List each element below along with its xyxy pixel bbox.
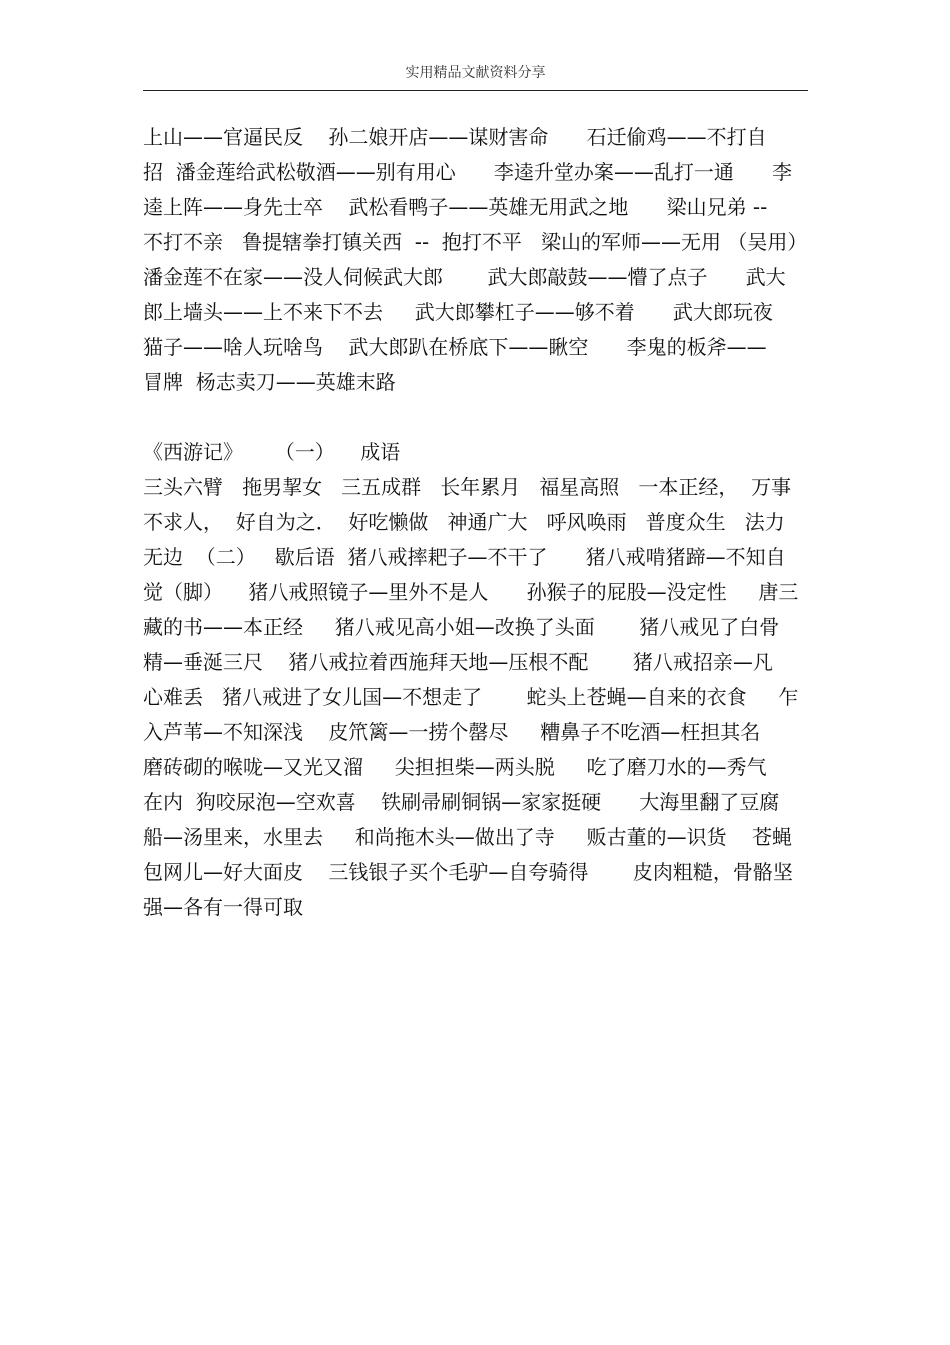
- text-line: 猫子——啥人玩啥鸟 武大郎趴在桥底下——瞅空 李鬼的板斧——: [143, 335, 767, 359]
- section-heading: 《西游记》 （一） 成语: [143, 440, 401, 464]
- section-xiyouji: [143, 435, 818, 925]
- text-line: 觉（脚） 猪八戒照镜子—里外不是人 孙猴子的屁股—没定性 唐三: [143, 580, 799, 604]
- text-line: 招 潘金莲给武松敬酒——别有用心 李逵升堂办案——乱打一通 李: [143, 160, 793, 184]
- text-line: 无边 （二） 歇后语 猪八戒摔耙子—不干了 猪八戒啃猪蹄—不知自: [143, 545, 786, 569]
- section-spacer: [143, 400, 818, 435]
- text-line: 心难丢 猪八戒进了女儿国—不想走了 蛇头上苍蝇—自来的衣食 乍: [143, 685, 799, 709]
- text-line: 冒牌 杨志卖刀——英雄末路: [143, 370, 396, 394]
- text-line: 上山——官逼民反 孙二娘开店——谋财害命 石迁偷鸡——不打自: [143, 125, 767, 149]
- text-line: 船—汤里来，水里去 和尚拖木头—做出了寺 贩古董的—识货 苍蝇: [143, 825, 793, 849]
- document-body: [143, 120, 818, 925]
- text-line: 潘金莲不在家——没人伺候武大郎 武大郎敲鼓——懵了点子 武大: [143, 265, 786, 289]
- section-shuihu: [143, 120, 818, 400]
- page-header: 实用精品文献资料分享: [405, 65, 546, 81]
- text-line: 磨砖砌的喉咙—又光又溜 尖担担柴—两头脱 吃了磨刀水的—秀气: [143, 755, 767, 779]
- text-line: 藏的书——本正经 猪八戒见高小姐—改换了头面 猪八戒见了白骨: [143, 615, 780, 639]
- text-line: 强—各有一得可取: [143, 895, 303, 919]
- text-line: 入芦苇—不知深浅 皮笊篱—一捞个罄尽 糟鼻子不吃酒—枉担其名: [143, 720, 761, 744]
- text-line: 逵上阵——身先士卒 武松看鸭子——英雄无用武之地 梁山兄弟 --: [143, 195, 768, 219]
- text-line: 在内 狗咬尿泡—空欢喜 铁刷帚刷铜锅—家家挺硬 大海里翻了豆腐: [143, 790, 780, 814]
- text-line: 不打不亲 鲁提辖拳打镇关西 -- 抱打不平 梁山的军师——无用 （吴用）: [143, 230, 808, 254]
- text-line: 不求人， 好自为之． 好吃懒做 神通广大 呼风唤雨 普度众生 法力: [143, 510, 785, 534]
- text-line: 精—垂涎三尺 猪八戒拉着西施拜天地—压根不配 猪八戒招亲—凡: [143, 650, 773, 674]
- text-line: 包网儿—好大面皮 三钱银子买个毛驴—自夸骑得 皮肉粗糙，骨骼坚: [143, 860, 793, 884]
- header-divider: [143, 90, 808, 91]
- text-line: 三头六臂 拖男挈女 三五成群 长年累月 福星高照 一本正经， 万事: [143, 475, 792, 499]
- text-line: 郎上墙头——上不来下不去 武大郎攀杠子——够不着 武大郎玩夜: [143, 300, 773, 324]
